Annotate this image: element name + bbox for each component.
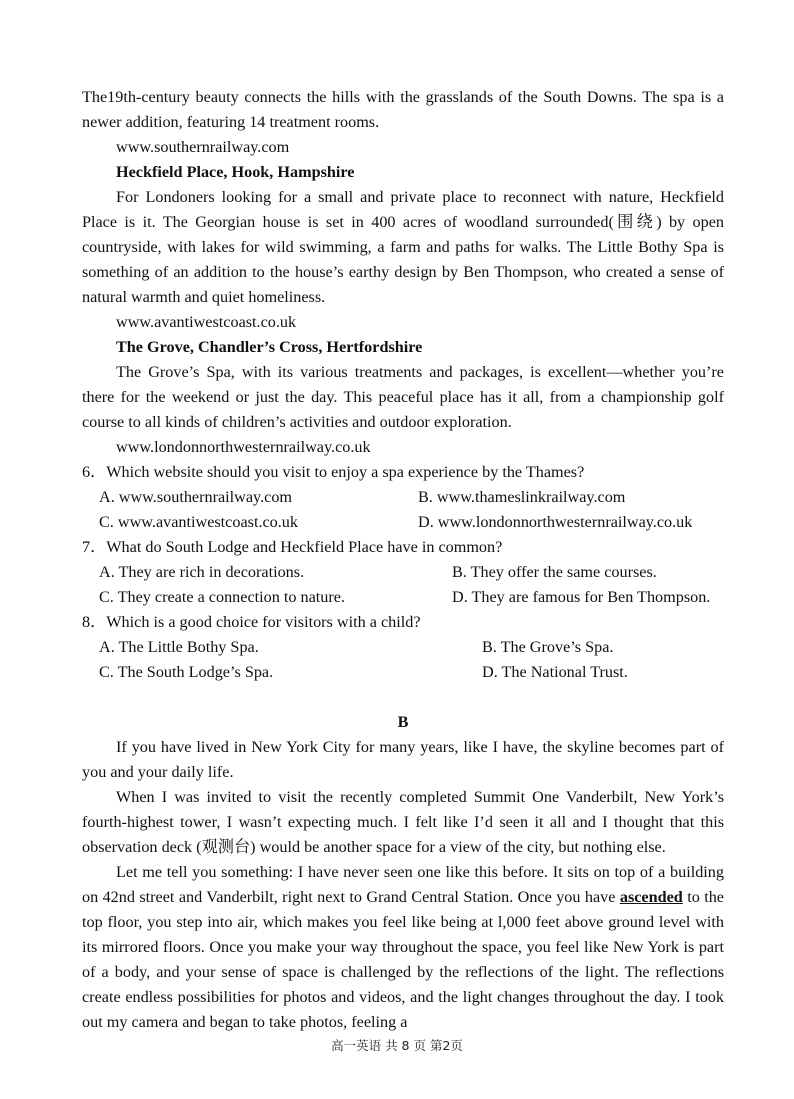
heckfield-url: www.avantiwestcoast.co.uk — [116, 313, 297, 331]
grove-url: www.londonnorthwesternrailway.co.uk — [116, 438, 371, 456]
option-c: C. www.avantiwestcoast.co.uk — [99, 513, 298, 531]
south-lodge-paragraph-tail: The19th-century beauty connects the hills with the grasslands of the South Downs. The spa is a newer addition, featuring 14 treatment rooms. — [82, 88, 724, 131]
option-c: C. They create a connection to nature. — [99, 588, 346, 606]
options — [82, 560, 724, 610]
question-stem: 8．Which is a good choice for visitors with a child? — [82, 613, 421, 631]
question-7 — [82, 535, 724, 610]
heckfield-heading: Heckfield Place, Hook, Hampshire — [116, 163, 355, 181]
option-d: D. They are famous for Ben Thompson. — [452, 588, 711, 606]
option-d: D. www.londonnorthwesternrailway.co.uk — [418, 513, 693, 531]
passage-b-paragraph-3 — [82, 860, 724, 1035]
option-b: B. The Grove’s Spa. — [482, 638, 614, 656]
option-b: B. They offer the same courses. — [452, 563, 657, 581]
question-stem: 6．Which website should you visit to enjoy a spa experience by the Thames? — [82, 463, 585, 481]
option-c: C. The South Lodge’s Spa. — [99, 663, 274, 681]
option-a: A. www.southernrailway.com — [99, 488, 292, 506]
question-6 — [82, 460, 724, 535]
south-lodge-url: www.southernrailway.com — [116, 138, 290, 156]
option-a: A. They are rich in decorations. — [99, 563, 305, 581]
passage-b-paragraph-2: When I was invited to visit the recently completed Summit One Vanderbilt, New York’s fourth-highest tower, I wasn’t expecting much. I felt like I’d seen it all and I thought that this observation deck (观测台) would be another space for a view of the city, but nothing else. — [82, 788, 724, 856]
p3-end: to the top floor, you step into air, which makes you feel like being at l,000 feet above ground level with its mirrored floors. Once you make your way throughout the space, you feel like New York is part of a body, and your sense of space is challenged by the reflections of the light. The reflections create endless possibilities for photos and videos, and the light changes throughout the day. I took out my camera and began to take photos, feeling a — [82, 888, 724, 1031]
option-d: D. The National Trust. — [482, 663, 628, 681]
grove-heading: The Grove, Chandler’s Cross, Hertfordshire — [116, 338, 423, 356]
section-b-label: B — [397, 713, 409, 731]
options — [82, 485, 724, 535]
keyword-ascended: ascended — [619, 888, 683, 906]
grove-paragraph: The Grove’s Spa, with its various treatments and packages, is excellent—whether you’re there for the weekend or just the day. This peaceful place has it all, from a championship golf course to all kinds of children’s activities and outdoor exploration. — [82, 363, 724, 431]
heckfield-paragraph: For Londoners looking for a small and private place to reconnect with nature, Heckfield Place is it. The Georgian house is set in 400 acres of woodland surrounded(围绕) by open countryside, with lakes for wild swimming, a farm and paths for walks. The Little Bothy Spa is something of an addition to the house’s earthy design by Ben Thompson, who created a sense of natural warmth and quiet homeliness. — [82, 188, 724, 306]
p3-start: Let me tell you something: I have never seen one like this before. It sits on top of a building on 42nd street and Vanderbilt, right next to Grand Central Station. Once you have — [82, 863, 724, 906]
question-8 — [82, 610, 724, 685]
options — [82, 635, 724, 685]
question-stem: 7．What do South Lodge and Heckfield Place have in common? — [82, 538, 503, 556]
option-b: B. www.thameslinkrailway.com — [418, 488, 626, 506]
option-a: A. The Little Bothy Spa. — [99, 638, 259, 656]
passage-b-paragraph-1: If you have lived in New York City for many years, like I have, the skyline becomes part of you and your daily life. — [82, 738, 724, 781]
page-footer: 高一英语 共 8 页 第2页 — [331, 1038, 463, 1053]
exam-page — [82, 85, 724, 1035]
